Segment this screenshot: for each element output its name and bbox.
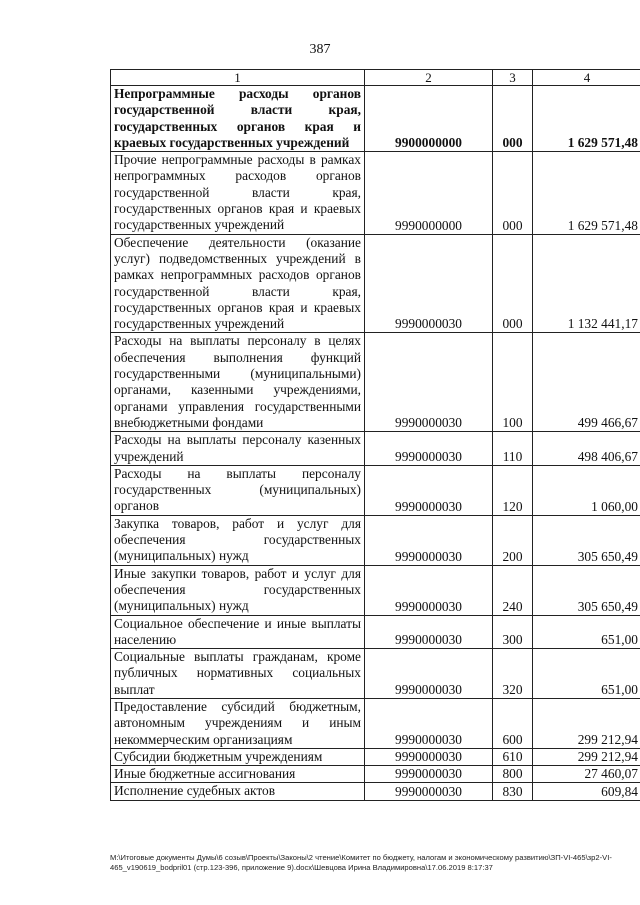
table-row — [111, 649, 640, 699]
row-amount: 499 466,67 — [533, 333, 640, 432]
table-row — [111, 432, 640, 466]
row-amount: 299 212,94 — [533, 748, 640, 765]
row-name: Расходы на выплаты персоналу государственных (муниципальных) органов — [111, 465, 365, 515]
table-row — [111, 515, 640, 565]
table-header-row — [111, 70, 640, 86]
row-name: Расходы на выплаты персоналу в целях обеспечения выполнения функций государственными (муниципальными) органами, казенными учреждениями, органами управления государственными внебюджетными фондами — [111, 333, 365, 432]
row-vr-code: 240 — [493, 565, 533, 615]
row-name: Исполнение судебных актов — [111, 783, 365, 800]
header-col-1: 1 — [111, 70, 365, 86]
row-vr-code: 120 — [493, 465, 533, 515]
header-col-2: 2 — [365, 70, 493, 86]
budget-table — [110, 69, 640, 801]
row-amount: 27 460,07 — [533, 766, 640, 783]
row-vr-code: 800 — [493, 766, 533, 783]
table-row — [111, 86, 640, 152]
table-row — [111, 698, 640, 748]
row-amount: 299 212,94 — [533, 698, 640, 748]
row-amount: 609,84 — [533, 783, 640, 800]
row-vr-code: 000 — [493, 86, 533, 152]
row-csr-code: 9990000030 — [365, 783, 493, 800]
row-amount: 651,00 — [533, 649, 640, 699]
row-csr-code: 9990000030 — [365, 748, 493, 765]
row-amount: 1 629 571,48 — [533, 86, 640, 152]
table-row — [111, 152, 640, 234]
row-name: Предоставление субсидий бюджетным, автономным учреждениям и иным некоммерческим организациям — [111, 698, 365, 748]
row-name: Социальные выплаты гражданам, кроме публичных нормативных социальных выплат — [111, 649, 365, 699]
row-name: Расходы на выплаты персоналу казенных учреждений — [111, 432, 365, 466]
row-vr-code: 320 — [493, 649, 533, 699]
row-name: Закупка товаров, работ и услуг для обеспечения государственных (муниципальных) нужд — [111, 515, 365, 565]
row-name: Прочие непрограммные расходы в рамках непрограммных расходов органов государственной власти края, государственных органов края и краевых государственных учреждений — [111, 152, 365, 234]
table-row — [111, 783, 640, 800]
row-name: Обеспечение деятельности (оказание услуг) подведомственных учреждений в рамках непрограммных расходов органов государственной власти края, государственных органов края и краевых государственных учреждений — [111, 234, 365, 333]
header-col-3: 3 — [493, 70, 533, 86]
table-row — [111, 565, 640, 615]
table-row — [111, 748, 640, 765]
row-csr-code: 9990000030 — [365, 515, 493, 565]
row-csr-code: 9900000000 — [365, 86, 493, 152]
row-amount: 305 650,49 — [533, 515, 640, 565]
row-vr-code: 000 — [493, 152, 533, 234]
row-csr-code: 9990000030 — [365, 234, 493, 333]
table-row — [111, 766, 640, 783]
row-vr-code: 200 — [493, 515, 533, 565]
row-amount: 305 650,49 — [533, 565, 640, 615]
row-name: Социальное обеспечение и иные выплаты населению — [111, 615, 365, 649]
row-amount: 651,00 — [533, 615, 640, 649]
table-row — [111, 615, 640, 649]
row-name: Непрограммные расходы органов государственной власти края, государственных органов края и краевых государственных учреждений — [111, 86, 365, 152]
row-csr-code: 9990000030 — [365, 649, 493, 699]
row-csr-code: 9990000030 — [365, 333, 493, 432]
table-row — [111, 234, 640, 333]
row-vr-code: 000 — [493, 234, 533, 333]
row-csr-code: 9990000030 — [365, 698, 493, 748]
row-vr-code: 300 — [493, 615, 533, 649]
row-csr-code: 9990000030 — [365, 432, 493, 466]
row-vr-code: 110 — [493, 432, 533, 466]
row-vr-code: 600 — [493, 698, 533, 748]
table-row — [111, 333, 640, 432]
row-csr-code: 9990000030 — [365, 615, 493, 649]
table-row — [111, 465, 640, 515]
row-amount: 1 060,00 — [533, 465, 640, 515]
row-vr-code: 610 — [493, 748, 533, 765]
row-amount: 1 132 441,17 — [533, 234, 640, 333]
header-col-4: 4 — [533, 70, 640, 86]
row-amount: 498 406,67 — [533, 432, 640, 466]
row-name: Субсидии бюджетным учреждениям — [111, 748, 365, 765]
row-csr-code: 9990000030 — [365, 465, 493, 515]
row-name: Иные бюджетные ассигнования — [111, 766, 365, 783]
row-csr-code: 9990000030 — [365, 766, 493, 783]
row-csr-code: 9990000000 — [365, 152, 493, 234]
document-path-footer: М:\Итоговые документы Думы\6 созыв\Проекты\Законы\2 чтение\Комитет по бюджету, налогам и экономическому развитию\ЗП-VI-465\зр2-VI-465_v190619_bodpril01 (стр.123-396, приложение 9).docx\Шевцова Ирина Владимировна\17.06.2019 8:17:37 — [110, 853, 612, 872]
row-vr-code: 100 — [493, 333, 533, 432]
row-name: Иные закупки товаров, работ и услуг для обеспечения государственных (муниципальных) нужд — [111, 565, 365, 615]
row-csr-code: 9990000030 — [365, 565, 493, 615]
page-number: 387 — [309, 42, 331, 57]
row-amount: 1 629 571,48 — [533, 152, 640, 234]
row-vr-code: 830 — [493, 783, 533, 800]
